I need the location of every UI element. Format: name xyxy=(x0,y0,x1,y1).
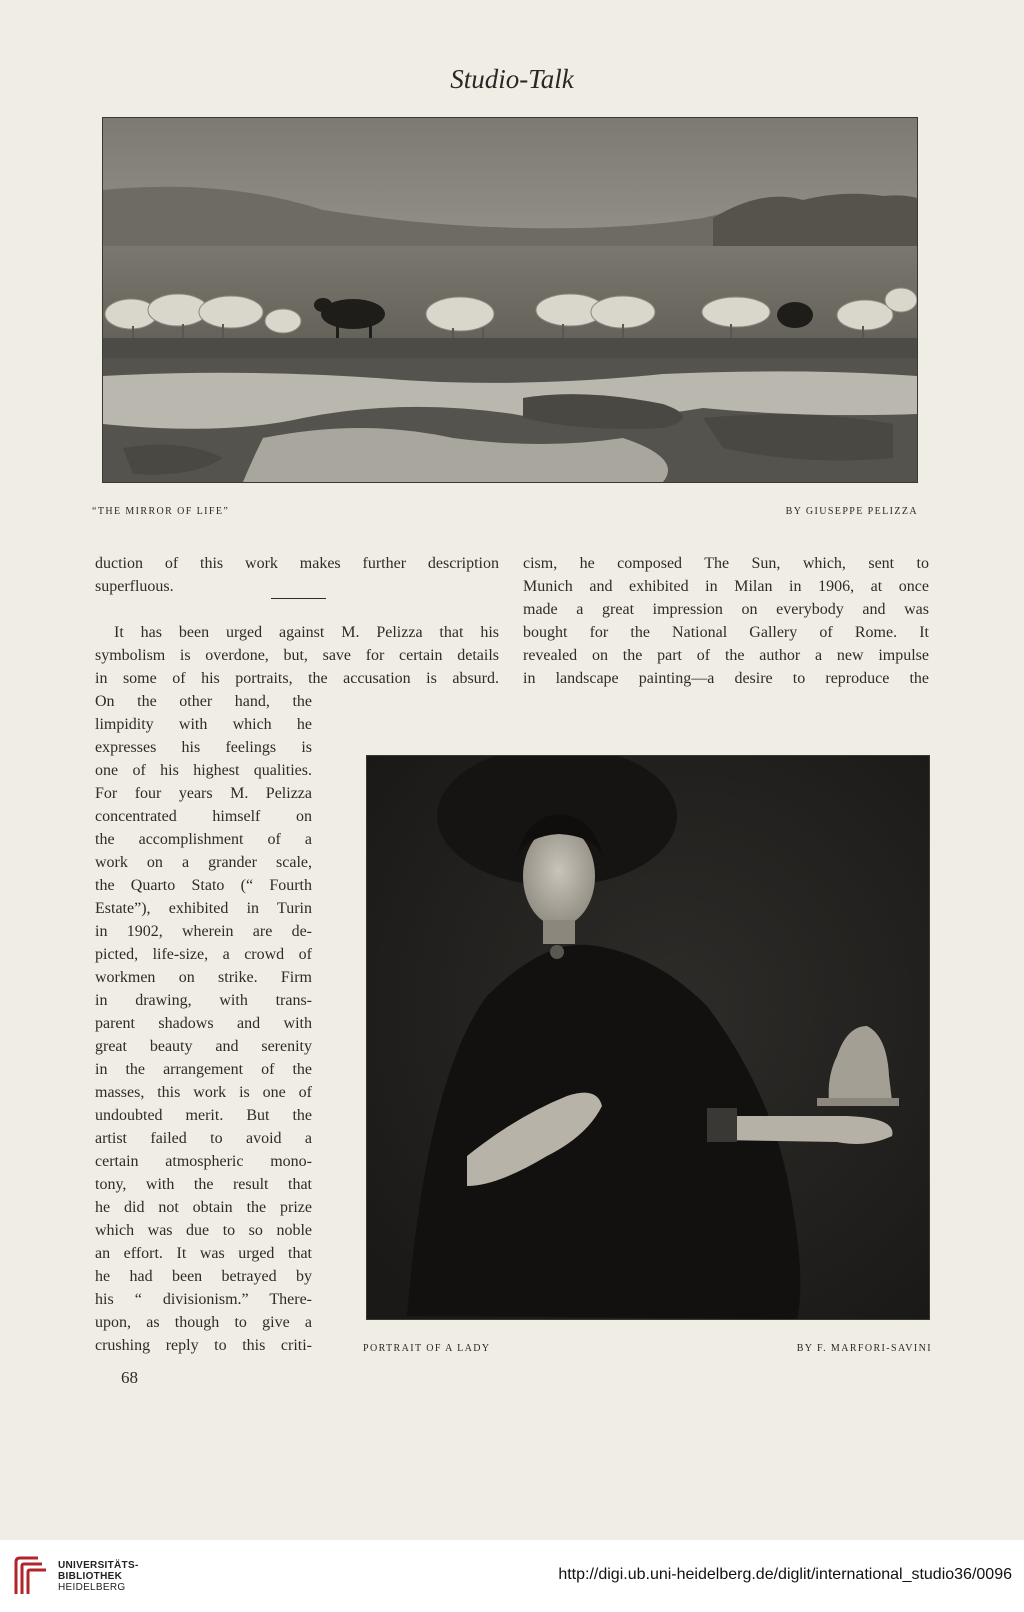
left-column-paragraph xyxy=(95,621,499,690)
text-line: in 1902, wherein are de- xyxy=(95,923,312,940)
text-line: For four years M. Pelizza xyxy=(95,785,312,802)
text-line: cism, he composed The Sun, which, sent to xyxy=(523,555,929,572)
text-line: superfluous. xyxy=(95,578,174,595)
text-line: upon, as though to give a xyxy=(95,1314,312,1331)
text-line: picted, life-size, a crowd of xyxy=(95,946,312,963)
right-column-text xyxy=(523,552,929,690)
mirror-of-life-painting xyxy=(102,117,918,483)
text-line: he had been betrayed by xyxy=(95,1268,312,1285)
text-line: in some of his portraits, the accusation is absurd. xyxy=(95,670,499,687)
digitization-footer xyxy=(0,1540,1024,1612)
left-column-top xyxy=(95,552,499,598)
text-line: revealed on the part of the author a new impulse xyxy=(523,647,929,664)
text-line: his “ divisionism.” There- xyxy=(95,1291,312,1308)
running-header: Studio-Talk xyxy=(450,64,574,94)
text-line: the Quarto Stato (“ Fourth xyxy=(95,877,312,894)
library-name-line: UNIVERSITÄTS- xyxy=(58,1560,139,1571)
text-line: concentrated himself on xyxy=(95,808,312,825)
text-line: workmen on strike. Firm xyxy=(95,969,312,986)
text-line: tony, with the result that xyxy=(95,1176,312,1193)
text-line: great beauty and serenity xyxy=(95,1038,312,1055)
text-line: limpidity with which he xyxy=(95,716,312,733)
text-line: duction of this work makes further description xyxy=(95,555,499,572)
mirror-of-life-caption-artist: BY GIUSEPPE PELIZZA xyxy=(785,506,918,517)
text-line: an effort. It was urged that xyxy=(95,1245,312,1262)
text-line: certain atmospheric mono- xyxy=(95,1153,312,1170)
portrait-caption-artist: BY F. MARFORI-SAVINI xyxy=(796,1343,932,1354)
portrait-caption-title: PORTRAIT OF A LADY xyxy=(363,1343,491,1354)
text-line: artist failed to avoid a xyxy=(95,1130,312,1147)
text-line: the accomplishment of a xyxy=(95,831,312,848)
library-name xyxy=(58,1560,139,1593)
text-line: one of his highest qualities. xyxy=(95,762,312,779)
text-line: in the arrangement of the xyxy=(95,1061,312,1078)
text-line: he did not obtain the prize xyxy=(95,1199,312,1216)
portrait-of-a-lady-painting xyxy=(366,755,930,1320)
text-line: expresses his feelings is xyxy=(95,739,312,756)
text-line: crushing reply to this criti- xyxy=(95,1337,312,1354)
text-line: It has been urged against M. Pelizza that his xyxy=(114,624,499,641)
library-name-line: BIBLIOTHEK xyxy=(58,1571,123,1582)
text-line: which was due to so noble xyxy=(95,1222,312,1239)
text-line: work on a grander scale, xyxy=(95,854,312,871)
source-url-link[interactable]: http://digi.ub.uni-heidelberg.de/diglit/international_studio36/0096 xyxy=(558,1566,1012,1583)
library-name-line: HEIDELBERG xyxy=(58,1582,126,1593)
text-line: parent shadows and with xyxy=(95,1015,312,1032)
text-line: in drawing, with trans- xyxy=(95,992,312,1009)
text-line: masses, this work is one of xyxy=(95,1084,312,1101)
text-line: in landscape painting—a desire to reproduce the xyxy=(523,670,929,687)
text-line: made a great impression on everybody and was xyxy=(523,601,929,618)
mirror-of-life-caption-title: “THE MIRROR OF LIFE” xyxy=(92,506,230,517)
university-library-logo-icon xyxy=(10,1554,50,1598)
section-divider xyxy=(271,598,326,599)
text-line: undoubted merit. But the xyxy=(95,1107,312,1124)
text-line: Estate”), exhibited in Turin xyxy=(95,900,312,917)
text-line: Munich and exhibited in Milan in 1906, at once xyxy=(523,578,929,595)
text-line: symbolism is overdone, but, save for certain details xyxy=(95,647,499,664)
page-number: 68 xyxy=(121,1368,138,1387)
left-column-narrow xyxy=(95,690,312,1357)
text-line: bought for the National Gallery of Rome. It xyxy=(523,624,929,641)
text-line: On the other hand, the xyxy=(95,693,312,710)
